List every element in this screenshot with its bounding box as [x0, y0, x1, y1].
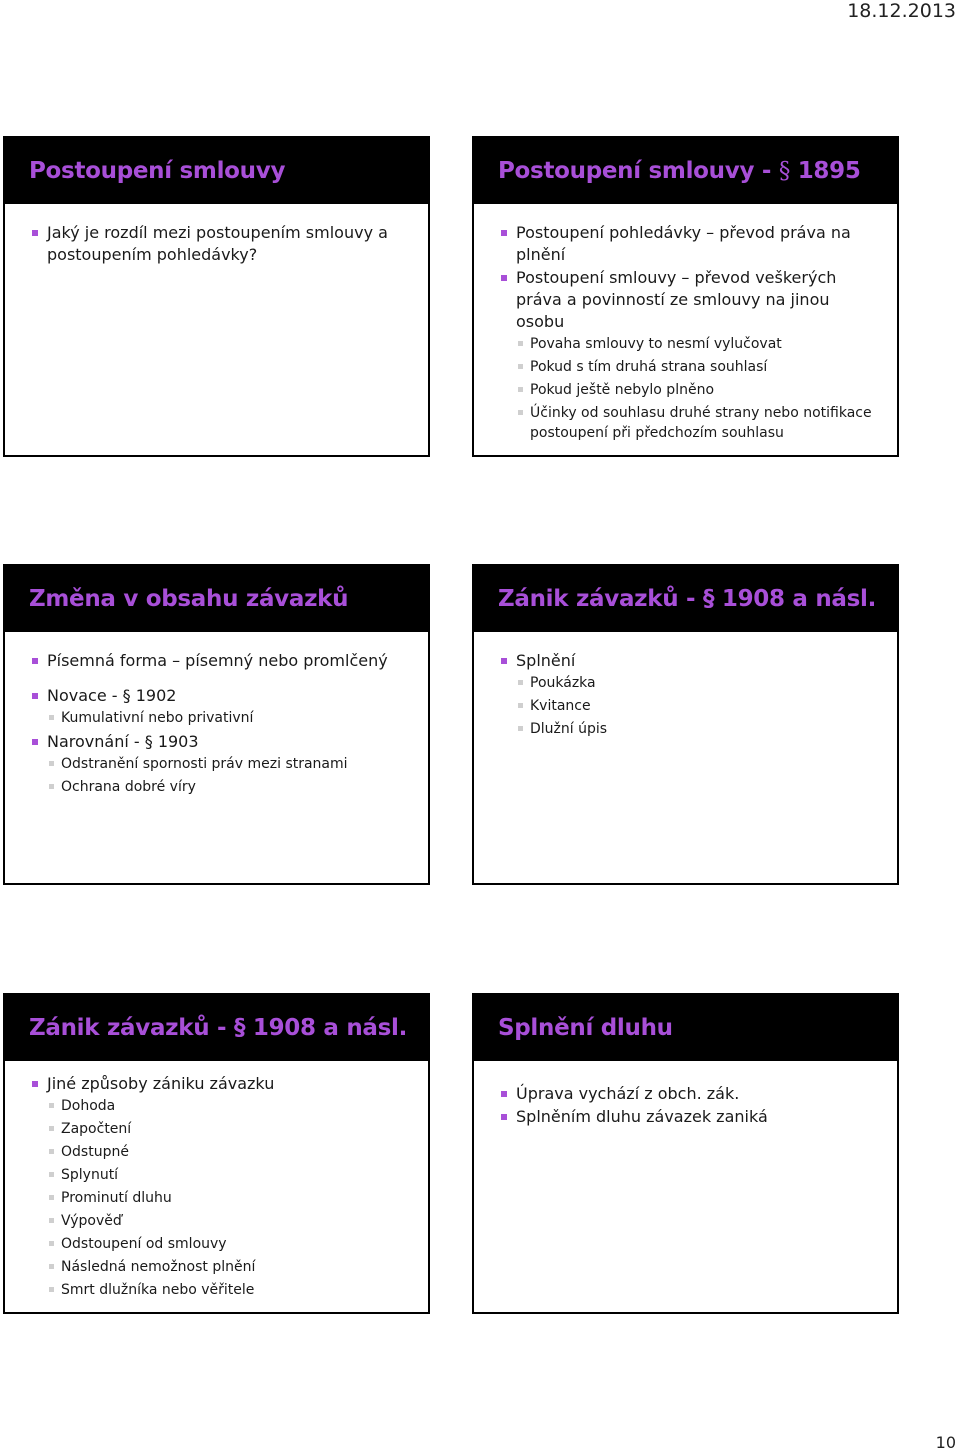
- bullet-icon: [501, 275, 507, 281]
- list-item: Jaký je rozdíl mezi postoupením smlouvy a postoupením pohledávky?: [47, 222, 408, 266]
- sub-list-item: Kumulativní nebo privativní: [61, 708, 408, 728]
- sub-bullet-icon: [518, 410, 523, 415]
- bullet-icon: [501, 230, 507, 236]
- slide-2: [472, 136, 899, 457]
- sub-list-item: Výpověď: [61, 1211, 408, 1231]
- slide-body: [474, 632, 897, 739]
- slide-header: [474, 138, 897, 204]
- sub-list-item: Následná nemožnost plnění: [61, 1257, 408, 1277]
- slide-title: Změna v obsahu závazků: [29, 586, 349, 612]
- bullet-icon: [32, 739, 38, 745]
- sub-bullet-icon: [49, 1126, 54, 1131]
- sub-bullet-icon: [49, 1195, 54, 1200]
- slide-1: [3, 136, 430, 457]
- sub-list-item: Splynutí: [61, 1165, 408, 1185]
- sub-bullet-icon: [518, 726, 523, 731]
- list-item: Písemná forma – písemný nebo promlčený: [47, 650, 408, 672]
- sub-bullet-icon: [49, 1149, 54, 1154]
- sub-list-item: Prominutí dluhu: [61, 1188, 408, 1208]
- bullet-icon: [32, 230, 38, 236]
- slide-title: Splnění dluhu: [498, 1015, 673, 1041]
- sub-list-item: Započtení: [61, 1119, 408, 1139]
- sub-bullet-icon: [49, 1218, 54, 1223]
- slide-6: [472, 993, 899, 1314]
- slide-title: Postoupení smlouvy - § 1895: [498, 158, 861, 184]
- slide-title: Postoupení smlouvy: [29, 158, 286, 184]
- bullet-icon: [32, 658, 38, 664]
- slide-body: [5, 632, 428, 797]
- slide-header: [474, 995, 897, 1061]
- sub-bullet-icon: [518, 387, 523, 392]
- sub-bullet-icon: [49, 761, 54, 766]
- bullet-icon: [501, 1091, 507, 1097]
- slide-3: [3, 564, 430, 885]
- slide-header: [5, 995, 428, 1061]
- bullet-icon: [32, 693, 38, 699]
- list-item: Jiné způsoby zániku závazku: [47, 1073, 408, 1095]
- sub-bullet-icon: [49, 1287, 54, 1292]
- slide-header: [5, 138, 428, 204]
- bullet-icon: [32, 1081, 38, 1087]
- list-item: Úprava vychází z obch. zák.: [516, 1083, 877, 1105]
- sub-list-item: Poukázka: [530, 673, 877, 693]
- slide-body: [5, 1061, 428, 1300]
- sub-list-item: Pokud s tím druhá strana souhlasí: [530, 357, 877, 377]
- sub-list-item: Smrt dlužníka nebo věřitele: [61, 1280, 408, 1300]
- slide-title: Zánik závazků - § 1908 a násl.: [29, 1015, 408, 1041]
- sub-bullet-icon: [518, 341, 523, 346]
- list-item: Novace - § 1902: [47, 685, 408, 707]
- sub-bullet-icon: [49, 784, 54, 789]
- sub-bullet-icon: [518, 364, 523, 369]
- sub-list-item: Ochrana dobré víry: [61, 777, 408, 797]
- sub-list-item: Dohoda: [61, 1096, 408, 1116]
- sub-list-item: Kvitance: [530, 696, 877, 716]
- list-item: Postoupení pohledávky – převod práva na plnění: [516, 222, 877, 266]
- slide-body: [474, 204, 897, 443]
- sub-list-item: Odstoupení od smlouvy: [61, 1234, 408, 1254]
- bullet-icon: [501, 658, 507, 664]
- sub-bullet-icon: [49, 715, 54, 720]
- slide-header: [474, 566, 897, 632]
- sub-list-item: Povaha smlouvy to nesmí vylučovat: [530, 334, 877, 354]
- list-item: Postoupení smlouvy – převod veškerých práva a povinností ze smlouvy na jinou osobu: [516, 267, 877, 333]
- sub-list-item: Odstupné: [61, 1142, 408, 1162]
- slide-body: [5, 204, 428, 266]
- page-number: 10: [935, 1433, 956, 1452]
- sub-bullet-icon: [49, 1264, 54, 1269]
- list-item: Splnění: [516, 650, 877, 672]
- bullet-icon: [501, 1114, 507, 1120]
- sub-list-item: Odstranění spornosti práv mezi stranami: [61, 754, 408, 774]
- sub-bullet-icon: [49, 1241, 54, 1246]
- page-date: 18.12.2013: [847, 0, 956, 22]
- sub-bullet-icon: [49, 1103, 54, 1108]
- slide-title: Zánik závazků - § 1908 a násl.: [498, 586, 877, 612]
- sub-bullet-icon: [518, 703, 523, 708]
- list-item: Narovnání - § 1903: [47, 731, 408, 753]
- sub-bullet-icon: [49, 1172, 54, 1177]
- slide-body: [474, 1061, 897, 1128]
- paragraph-symbol: §: [778, 158, 791, 184]
- sub-bullet-icon: [518, 680, 523, 685]
- sub-list-item: Dlužní úpis: [530, 719, 877, 739]
- slide-5: [3, 993, 430, 1314]
- sub-list-item: Účinky od souhlasu druhé strany nebo notifikace postoupení při předchozím souhlasu: [530, 403, 877, 443]
- slide-4: [472, 564, 899, 885]
- slide-header: [5, 566, 428, 632]
- sub-list-item: Pokud ještě nebylo plněno: [530, 380, 877, 400]
- list-item: Splněním dluhu závazek zaniká: [516, 1106, 877, 1128]
